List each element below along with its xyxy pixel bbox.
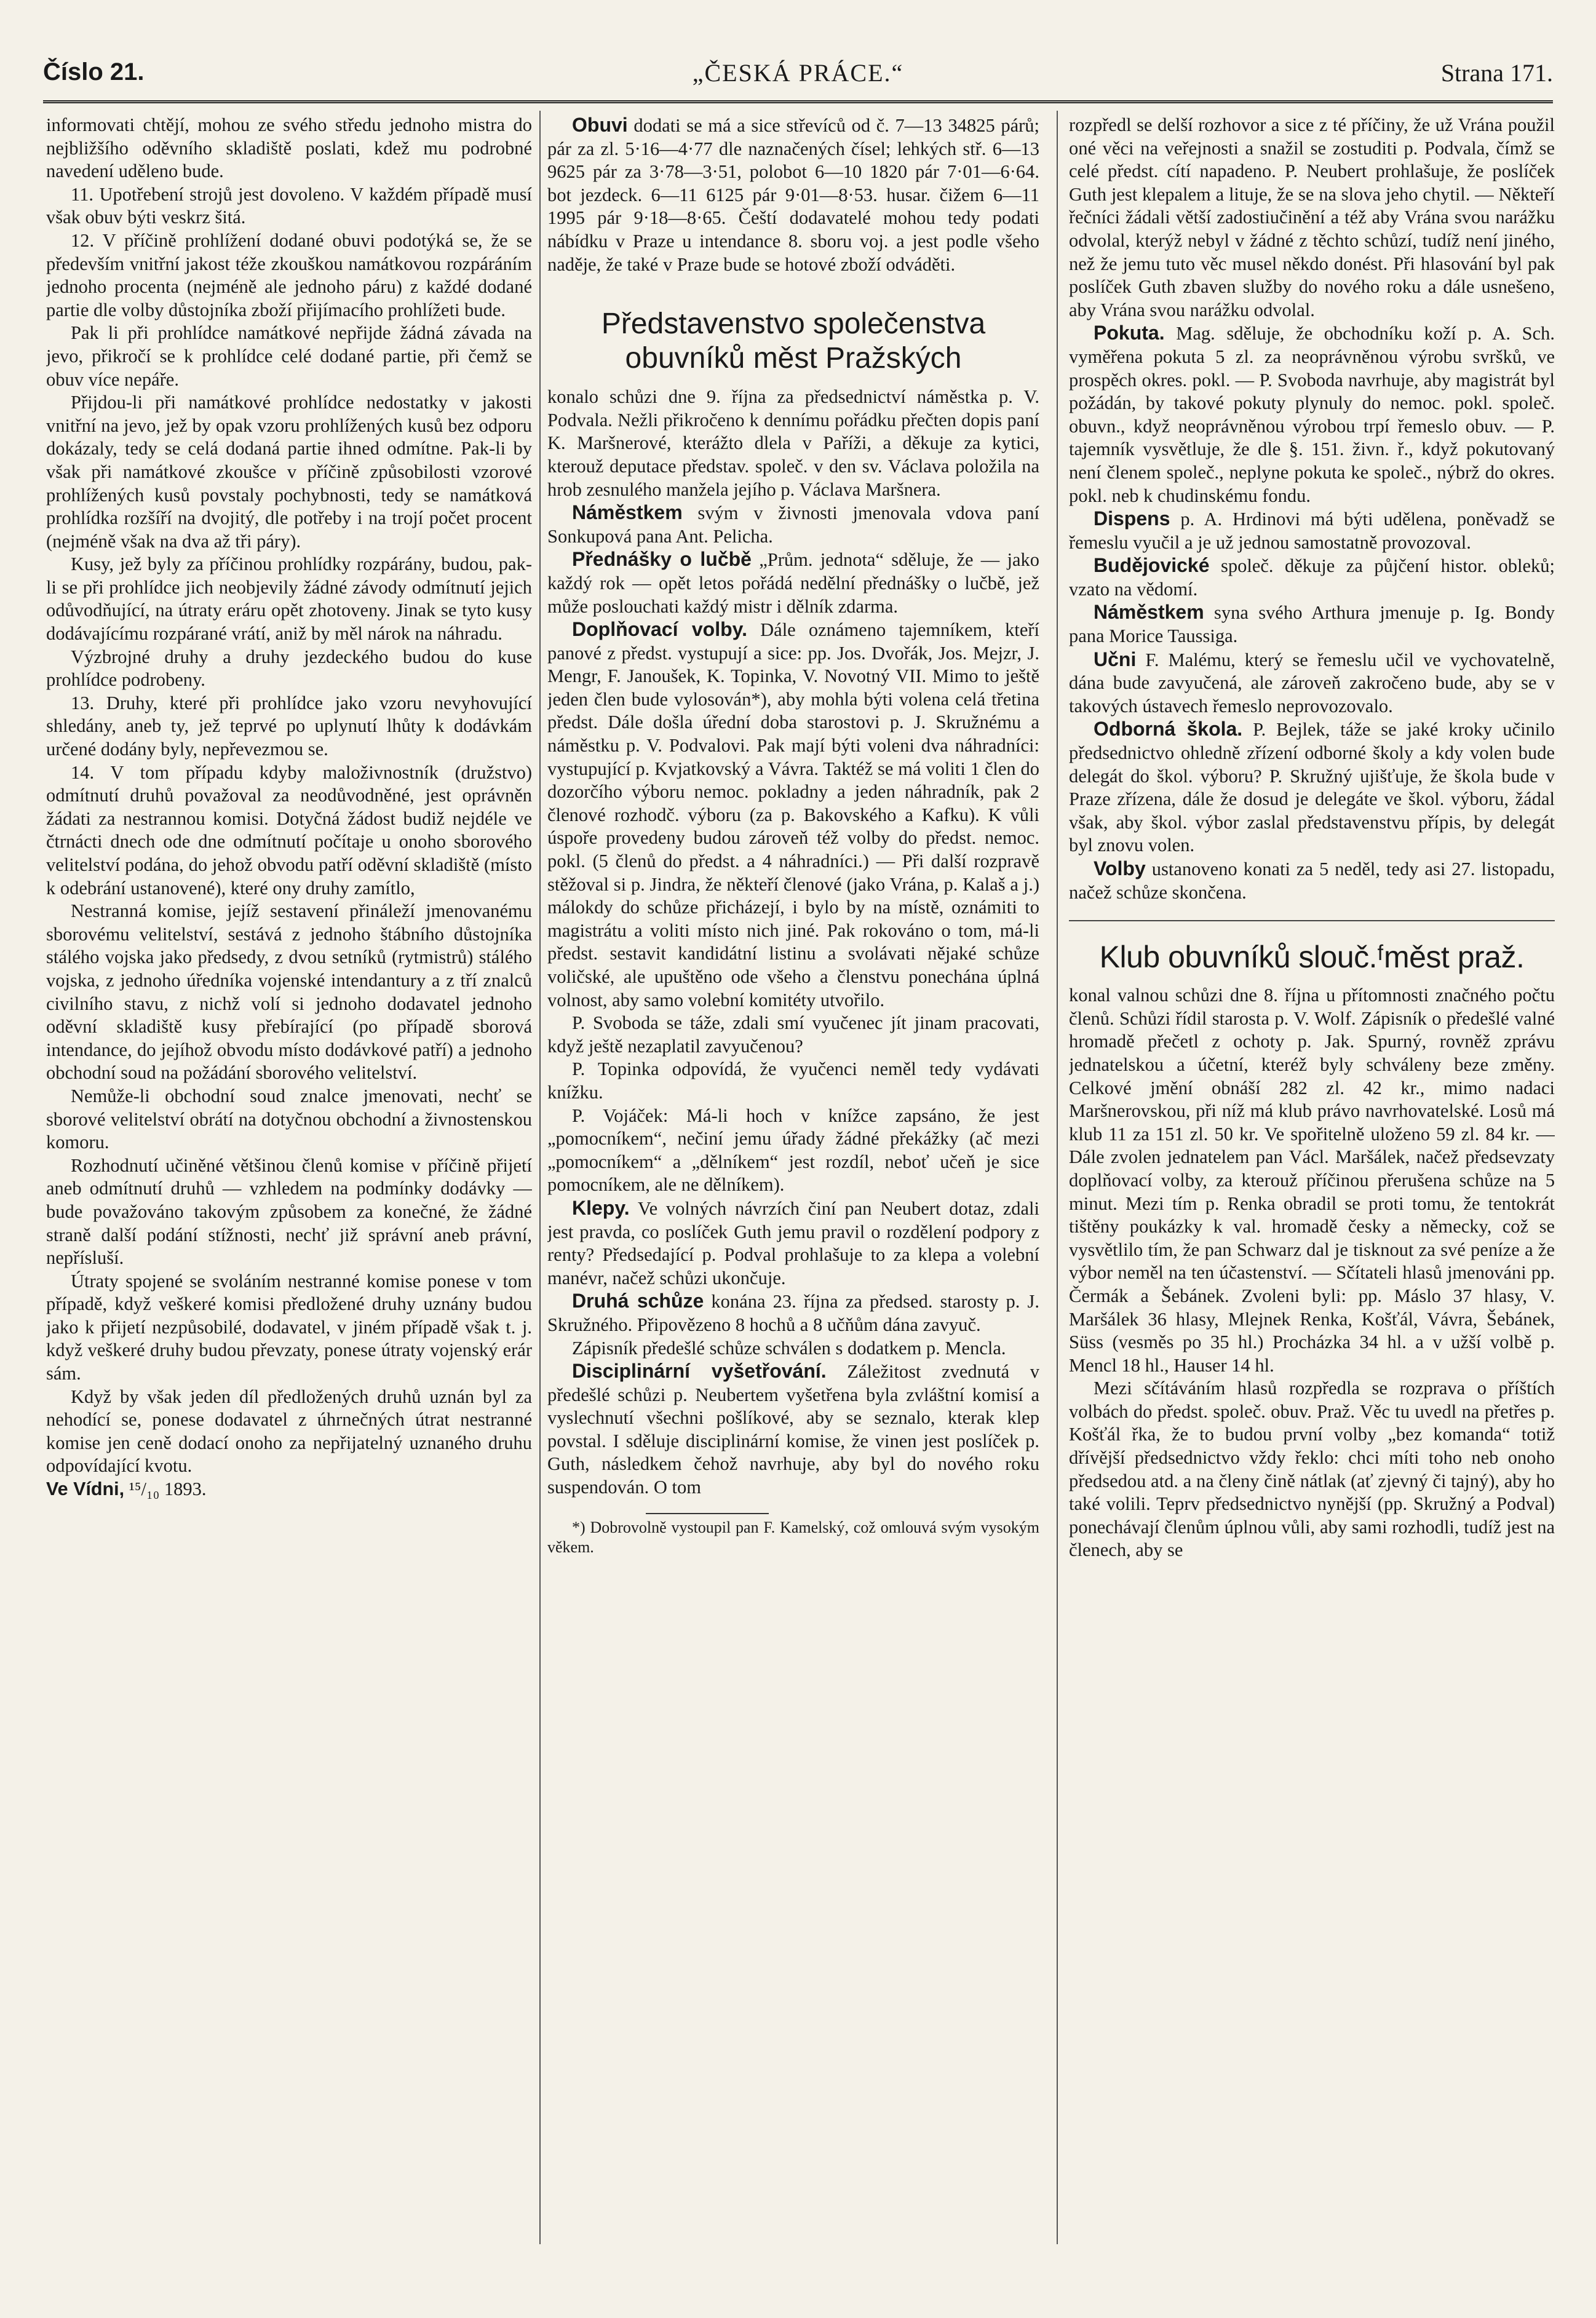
paragraph-text: společ. děkuje za půjčení histor. obleků; vzato na vědomí. [1069, 555, 1555, 600]
paragraph-text: p. A. Hrdinovi má býti udělena, poněvadž se řemeslu vyučil a je už jednou samostatně provozoval. [1069, 509, 1555, 553]
paragraph [1069, 857, 1555, 904]
article-heading: Klub obuvníků slouč.ᶠměst praž. [1099, 940, 1525, 975]
paragraph: Mezi sčítáváním hlasů rozpředla se rozprava o příštích volbách do předst. společ. obuv. Praž. Věc tu uvedl na přetřes p. Košťál řka, že to budou první volby „bez komanda“ totiž dřívější předsednictvo vždy řeklo: chci míti toho neb onoho předsedou atd. a na členy čině nátlak (ať zjevný či tajný), aby ho také volili. Teprv předsednictvo nynější (pp. Skružný a Podval) ponechávají členům úplnou vůli, aby sami rozhodli, tudíž jest na členech, aby se [1069, 1378, 1555, 1561]
signature-place: Ve Vídni, [46, 1479, 125, 1500]
paragraph [1069, 601, 1555, 648]
issue-number: Číslo 21. [43, 58, 145, 85]
paragraph: Útraty spojené se svoláním nestranné komise ponese v tom případě, když veškeré komisi předložené druhy uznány budou jako k přijetí nezpůsobilé, dodavatel, v jiném případě však t. j. když veškeré druhy budou převzaty, ponese útraty vojenský erár sám. [46, 1270, 532, 1384]
paragraph-text: F. Malému, který se řemeslu učil ve vychovatelně, dána bude zavyučená, ale zároveň zakročeno bude, aby se v takových ústavech řemeslo neprovozovalo. [1069, 649, 1555, 716]
paragraph: Když by však jeden díl předložených druhů uznán byl za nehodící se, ponese dodavatel z úhrnečných útrat nestranné komise jen ceně dodací onoho za nepřijatelný uznaného druhu odpovídající kvotu. [46, 1386, 532, 1477]
paragraph: Přijdou-li při namátkové prohlídce nedostatky v jakosti vnitřní na jevo, jež by opak vzoru prohlížených kusů bez odporu dokázaly, tedy se celá dodaná partie ihned odmítne. Pak-li by však při namátkové zkoušce v příčině způsobilosti vzorové prohlížených kusů povstaly pochybnosti, tedy se namátková prohlídka rozšíří na dvojitý, dle potřeby i na trojí počet procent (nejméně však na dva až tři páry). [46, 392, 532, 552]
paragraph [547, 1360, 1039, 1499]
paragraph: Pak li při prohlídce namátkové nepřijde žádná závada na jevo, přikročí se k prohlídce celé dodané partie, při čemž se obuv více nepáře. [46, 322, 532, 390]
run-in-heading: Klepy. [572, 1196, 630, 1219]
paragraph-text: „Prům. jednota“ sděluje, že — jako každý rok — opět letos pořádá nedělní přednášky o lučbě, jež může poslouchati každý mistr i dělník zdarma. [547, 549, 1039, 617]
paragraph [547, 1197, 1039, 1290]
page-header [43, 58, 1553, 95]
paragraph: Nestranná komise, jejíž sestavení přináleží jmenovanému sborovému velitelství, sestává z jednoho štábního důstojníka stálého vojska jako předsedy, z dvou setníků (rytmistrů) stálého vojska, z jednoho úředníka vojenské intendantury a z tří znalců civilního stavu, z nichž volí si jednoho dodavatel jednoho oděvní skladiště kusy přebírající (po případě sborová intendance, do jejíhož obvodu místo dodávkové patří) a jednoho obchodní soud na požádání sborového velitelství. [46, 900, 532, 1084]
run-in-heading: Budějovické [1094, 554, 1210, 577]
run-in-heading: Obuvi [572, 114, 628, 136]
run-in-heading: Volby [1094, 857, 1146, 879]
paragraph [547, 501, 1039, 548]
paragraph [1069, 718, 1555, 857]
paragraph [547, 548, 1039, 618]
paragraph: 12. V příčině prohlížení dodané obuvi podotýká se, že se především vnitřní jakost téže zkouškou namátkovou rozpáráním jednoho procenta (nejméně ale jednoho páru) z každé dodané partie dle volby důstojníka zboží přijímacího prohlížeti bude. [46, 229, 532, 320]
paragraph: 11. Upotřebení strojů jest dovoleno. V každém případě musí však obuv býti veskrz šitá. [46, 183, 532, 228]
paragraph-text: Ve volných návrzích činí pan Neubert dotaz, zdali jest pravda, co poslíček Guth jemu pravil o rozdělení podpory z renty? Předsedající p. Podval prohlašuje to za klepa a volební manévr, načež schůzi ukončuje. [547, 1197, 1039, 1288]
paragraph: Kusy, jež byly za příčinou prohlídky rozpárány, budou, pak-li se při prohlídce jich neobjevily žádné závody odmítnutí jejich odůvodňující, na útraty eráru opět zhotoveny. Jinak se tyto kusy dodávajícímu rozpárané vrátí, aniž by měl nárok na náhradu. [46, 554, 532, 645]
run-in-heading: Náměstkem [1094, 601, 1204, 624]
paragraph-text: dodati se má a sice střevíců od č. 7—13 34825 párů; pár za zl. 5·16—4·77 dle naznačených čísel; lehkých stř. 6—13 9625 pár za 3·78—3·51, polobot 6—10 1820 pár 7·01—6·64. bot jezdeck. 6—11 6125 pár 9·01—8·53. husar. čižem 6—11 1995 pár 9·18—8·65. Čeští dodavatelé mohou tedy podati nábídku v Praze u intendance 8. sboru voj. a jest podle všeho naděje, že také v Praze bude se hotové zboží odváděti. [547, 115, 1039, 275]
paragraph: rozpředl se delší rozhovor a sice z té příčiny, že už Vrána použil oné věci na veřejnosti a snažil se zostuditi p. Podvala, čímž se celé předst. cítí napadeno. P. Neubert prohlašuje, že poslíček Guth jest klepalem a lituje, že se na slova jeho chytil. — Někteří řečníci žádali větší zadostiučinění a též aby Vrána svou narážku odvolal, kterýž nebyl v žádné z těchto schůzí, tudíž není jiného, než že jemu tuto věc musel někdo donést. Při hlasování byl pak poslíček Guth zbaven služby do nového roku a dále usnešeno, aby Vrána svou narážku odvolal. [1069, 114, 1555, 320]
footnote: *) Dobrovolně vystoupil pan F. Kamelský, což omlouvá svým vysokým věkem. [547, 1518, 1039, 1556]
paragraph-text: Dále oznámeno tajemníkem, kteří panové z předst. vystupují a sice: pp. Jos. Dvořák, Jos. Mejzr, J. Mengr, F. Janoušek, K. Topinka, V. Novotný VII. Mimo to ještě jeden člen bude vylosován*), aby mohla býti volena celá třetina předst. Dále došla úřední doba starostovi p. J. Skružnému a náměstku p. V. Podvalovi. Pak mají býti voleni dva náhradníci: vystupující p. Kvjatkovský a Vávra. Taktéž se má voliti 1 člen do dozorčího výboru nemoc. pokladny a jeden náhradník, pak 2 členové rozhodč. výboru (za p. Bakovského a Kafku). K vůli úspoře provedeny budou zároveň též volby do předst. nemoc. pokl. (5 členů do předst. a 4 náhradníci.) — Při další rozpravě stěžoval si p. Jindra, že někteří členové (jako Vrána, p. Kalaš a j.) málokdy do schůze přicházejí, i bylo by na místě, oznámiti to magistrátu a voliti místo nich jiné. Pak rokováno o tom, má-li předst. sestavit kandidátní listinu a svolávati nějaké schůze voličské, ale upuštěno ode všeho a členstvu ponechána úplná volnost, aby samo volební komitéty utvořilo. [547, 619, 1039, 1010]
paragraph-text: svým v živnosti jmenovala vdova paní Sonkupová pana Ant. Pelicha. [547, 502, 1039, 547]
paragraph: Výzbrojné druhy a druhy jezdeckého budou do kuse prohlídce podrobeny. [46, 646, 532, 691]
paragraph: P. Vojáček: Má-li hoch v knížce zapsáno, že jest „pomocníkem“, nečiní jemu úřady žádné překážky (ač mezi „pomocníkem“ a „dělníkem“ jest rozdíl, neboť učeň je sice pomocníkem, ale ne dělníkem). [547, 1105, 1039, 1196]
paragraph [1069, 507, 1555, 554]
article-heading: Představenstvo společenstva obuvníků měst Pražských [601, 308, 986, 375]
run-in-heading: Disciplinární vyšetřování. [572, 1360, 827, 1383]
run-in-heading: Druhá schůze [572, 1290, 704, 1312]
column-2 [547, 114, 1039, 2250]
run-in-heading: Odborná škola. [1094, 718, 1243, 740]
paragraph-text: konána 23. října za předsed. starosty p. J. Skružného. Připovězeno 8 hochů a 8 učňům dána zavyuč. [547, 1291, 1039, 1335]
paragraph: Zápisník předešlé schůze schválen s dodatkem p. Mencla. [572, 1337, 1006, 1359]
page-number: Strana 171. [1440, 59, 1553, 87]
paragraph: konalo schůzi dne 9. října za předsednictví náměstka p. V. Podvala. Nežli přikročeno k dennímu pořádku přečten dopis paní K. Maršnerové, kterážto dlela v Paříži, a děkuje za kytici, kterouž deputace představ. společ. v den sv. Václava položila na hrob zesnulého manžela jejího p. Václava Maršnera. [547, 386, 1039, 500]
paragraph [547, 114, 1039, 276]
run-in-heading: Náměstkem [572, 501, 683, 524]
column-3 [1069, 114, 1555, 2250]
footnote-rule [646, 1513, 769, 1514]
paragraph: Rozhodnutí učiněné většinou členů komise v příčině přijetí aneb odmítnutí druhů — vzhledem na podmínky dodávky — bude považováno takovým způsobem za konečné, že žádné straně další podání stížnosti, nechť již správní aneb právní, nepřísluší. [46, 1154, 532, 1269]
paragraph [547, 618, 1039, 1012]
run-in-heading: Dispens [1094, 507, 1170, 530]
paragraph [547, 1290, 1039, 1336]
article-divider [1069, 920, 1555, 921]
paragraph: P. Topinka odpovídá, že vyučenci neměl tedy vydávati knížku. [547, 1058, 1039, 1103]
signature-date: ¹⁵/₁₀ 1893. [129, 1479, 207, 1500]
paragraph: Nemůže-li obchodní soud znalce jmenovati, nechť se sborové velitelství obrátí na dotyčnou obchodní a živnostenskou komoru. [46, 1085, 532, 1153]
paragraph: 13. Druhy, které při prohlídce jako vzoru nevyhovující shledány, aneb ty, jež teprvé po uplynutí lhůty k dodávkám určené dodány byly, nepřevezmou se. [46, 692, 532, 760]
newspaper-title: „ČESKÁ PRÁCE.“ [692, 59, 904, 87]
run-in-heading: Pokuta. [1094, 322, 1165, 344]
run-in-heading: Učni [1094, 648, 1137, 670]
column-divider [539, 111, 541, 2244]
paragraph: konal valnou schůzi dne 8. října u přítomnosti značného počtu členů. Schůzi řídil starosta p. V. Wolf. Zápisník o předešlé valné hromadě přečetl z ochoty p. Jak. Spurný, rovněž zprávu jednatelskou a účetní, kteréž byly schváleny beze změny. Celkové jmění obnáší 282 zl. 42 kr., mimo nadaci Maršnerovskou, při níž má klub právo navrhovatelské. Losů má klub 11 za 151 zl. 50 kr. Ve spořitelně uloženo 59 zl. 84 kr. — Dále zvolen jednatelem pan Václ. Maršálek, načež předsevzaty doplňovací volby, za kterouž příčinou přerušena schůze na 5 minut. Mezi tím p. Renka obradil se proti tomu, že tentokrát tištěny poukázky k val. hromadě česky a německy, což se vysvětlilo tím, že pan Schwarz dal je tisknout za své peníze a že výbor neměl na ten účastenství. — Sčítateli hlasů jmenováni pp. Čermák a Šebánek. Zvoleni byli: pp. Máslo 37 hlasy, V. Maršálek 36 hlasy, Mlejnek Renka, Košťál, Vávra, Šebánek, Süss (vesměs po 35 hl.) Procházka 34 hl. a v užší volbě p. Mencl 18 hl., Hauser 14 hl. [1069, 985, 1555, 1376]
paragraph-text: Mag. sděluje, že obchodníku koží p. A. Sch. vyměřena pokuta 5 zl. za neoprávněnou výrobu svršků, ve prospěch okres. pokl. — P. Svoboda navrhuje, aby magistrát byl požádán, by takové pokuty plynuly do nemoc. pokl. společ. obuvn., když neoprávněnou výrobou trpí řemeslo obuv. — P. tajemník vysvětluje, že dle §. 151. živn. ř., když pokutovaný není členem společ., neplyne pokuta ke společ., nýbrž do okres. pokl. neb k chudinskému fondu. [1069, 323, 1555, 506]
paragraph [1069, 322, 1555, 507]
paragraph: 14. V tom případu kdyby maloživnostník (družstvo) odmítnutí druhů považoval za neodůvodněné, jest oprávněn žádati za nestrannou komisi. Dotyčná žádost budiž nejdéle ve čtrnácti dnech ode dne odmítnutí počítaje u onoho sborového velitelství podána, do jehož obvodu patří oděvní skladiště (místo k odebrání ustanovené), které ony druhy zamítlo, [46, 761, 532, 899]
paragraph: informovati chtějí, mohou ze svého středu jednoho mistra do nejbližšího oděvního skladiště poslati, kdež mu podrobné navedení uděleno bude. [46, 114, 532, 182]
paragraph-text: Záležitost zvednutá v předešlé schůzi p. Neubertem vyšetřena byla zvláštní komisí a vyslechnutí všechni pošlíkové, aby se seznalo, kterak klep povstal. I sděluje disciplinární komise, že vinen jest poslíček p. Guth, následkem čehož navrhuje, aby byl do nového roku suspendován. O tom [547, 1361, 1039, 1498]
paragraph: P. Svoboda se táže, zdali smí vyučenec jít jinam pracovati, když ještě nezaplatil zavyučenou? [547, 1012, 1039, 1057]
paragraph [1069, 554, 1555, 601]
paragraph-text: ustanoveno konati za 5 neděl, tedy asi 27. listopadu, načež schůze skončena. [1069, 859, 1555, 903]
signature-line [46, 1478, 532, 1501]
paragraph [1069, 648, 1555, 718]
paragraph-text: syna svého Arthura jmenuje p. Ig. Bondy pana Morice Taussiga. [1069, 602, 1555, 647]
column-1 [46, 114, 532, 2250]
run-in-heading: Doplňovací volby. [572, 618, 747, 641]
header-rule [43, 100, 1553, 103]
run-in-heading: Přednášky o lučbě [572, 548, 752, 571]
paragraph-text: P. Bejlek, táže se jaké kroky učinilo předsednictvo ohledně zřízení odborné školy a kdy volen bude delegát do škol. výboru? P. Skružný ujišťuje, že škola bude v Praze zřízena, dále že dosud je delegáte ve škol. výboru, žádal však, aby škol. výbor zaslal představenstvu přípis, by delegát byl znovu volen. [1069, 719, 1555, 856]
column-divider [1057, 111, 1058, 2244]
